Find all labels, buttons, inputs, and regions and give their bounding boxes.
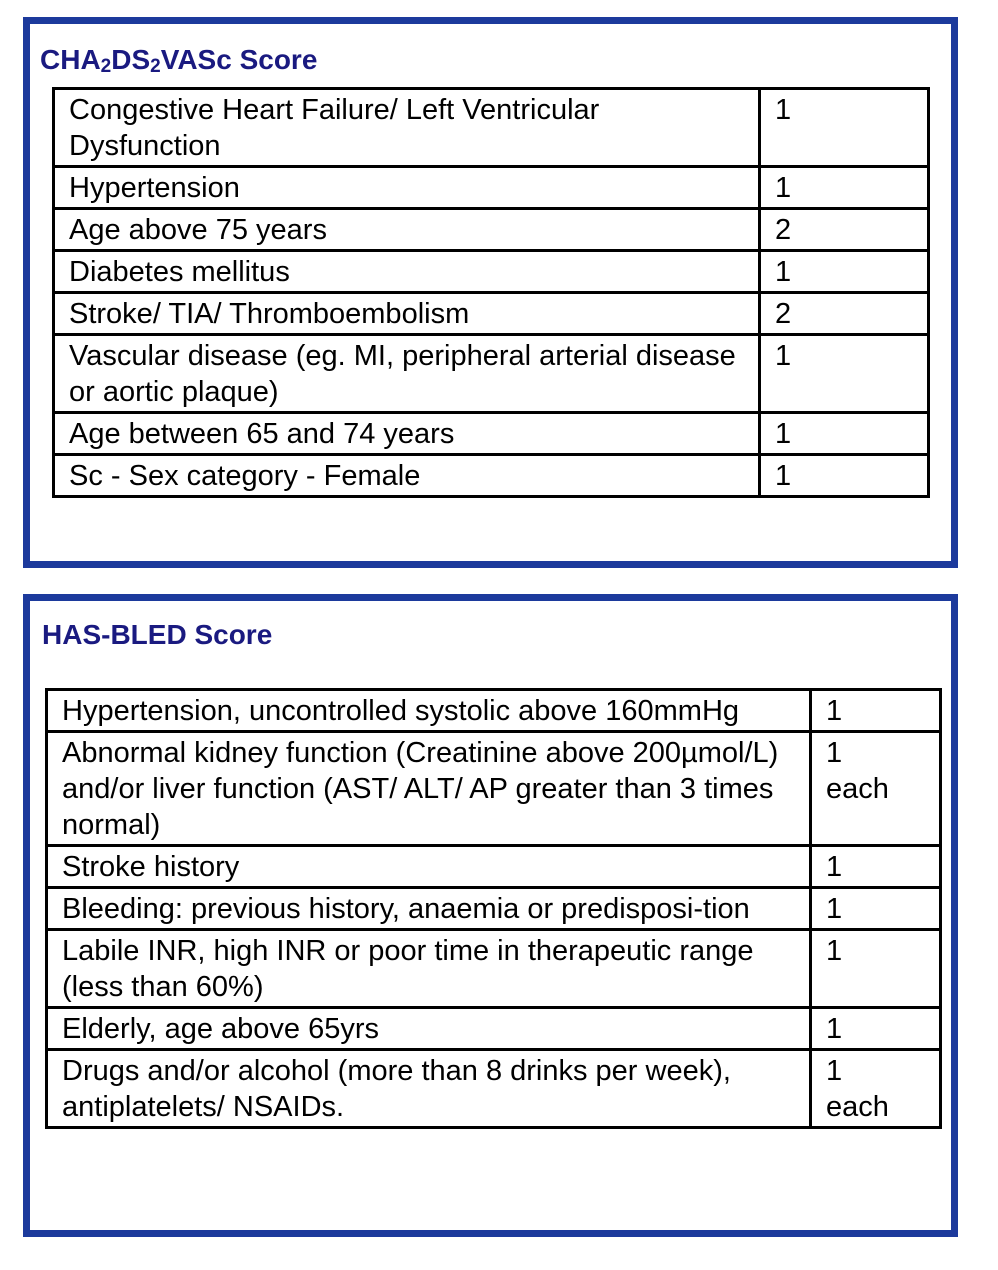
points-cell bbox=[811, 846, 941, 888]
hasbled-title: HAS-BLED Score bbox=[42, 619, 273, 650]
table-row bbox=[54, 167, 929, 209]
criterion-cell: Drugs and/or alcohol (more than 8 drinks per week), antiplatelets/ NSAIDs. bbox=[47, 1050, 811, 1128]
points-cell bbox=[811, 888, 941, 930]
points-value: 1 each bbox=[826, 737, 889, 805]
criterion-cell: Congestive Heart Failure/ Left Ventricular Dysfunction bbox=[54, 89, 760, 167]
criterion-cell: Sc - Sex category - Female bbox=[54, 455, 760, 497]
points-value: 1 each bbox=[826, 1055, 889, 1123]
table-row bbox=[54, 455, 929, 497]
points-cell: 2 bbox=[760, 293, 929, 335]
table-row bbox=[47, 888, 941, 930]
table-row bbox=[47, 1008, 941, 1050]
table-row bbox=[54, 293, 929, 335]
cha2ds2vasc-title: $CHA_2DS_2VASc$ Score bbox=[40, 44, 318, 77]
table-row bbox=[47, 846, 941, 888]
table-row bbox=[54, 335, 929, 413]
table-row bbox=[54, 413, 929, 455]
criterion-cell: Abnormal kidney function (Creatinine above 200µmol/L) and/or liver function (AST/ ALT/ AP greater than 3 times normal) bbox=[47, 732, 811, 846]
cha2ds2vasc-table bbox=[52, 87, 930, 498]
points-cell: 1 bbox=[760, 335, 929, 413]
points-cell: 1 bbox=[760, 89, 929, 167]
table-row bbox=[47, 1050, 941, 1128]
points-value: 1 bbox=[826, 935, 843, 967]
points-value: 1 bbox=[826, 851, 843, 883]
points-cell bbox=[811, 732, 941, 846]
criterion-cell: Elderly, age above 65yrs bbox=[47, 1008, 811, 1050]
criterion-cell: Stroke history bbox=[47, 846, 811, 888]
criterion-cell: Diabetes mellitus bbox=[54, 251, 760, 293]
points-value: 1 bbox=[826, 1013, 843, 1045]
points-cell: 1 bbox=[760, 251, 929, 293]
table-row bbox=[47, 930, 941, 1008]
table-row bbox=[54, 251, 929, 293]
hasbled-panel bbox=[23, 594, 958, 1237]
criterion-cell: Labile INR, high INR or poor time in therapeutic range (less than 60%) bbox=[47, 930, 811, 1008]
criterion-cell: Age between 65 and 74 years bbox=[54, 413, 760, 455]
points-cell bbox=[811, 690, 941, 732]
points-cell bbox=[811, 1050, 941, 1128]
criterion-cell: Bleeding: previous history, anaemia or predisposi-tion bbox=[47, 888, 811, 930]
points-cell: 1 bbox=[760, 413, 929, 455]
criterion-cell: Hypertension, uncontrolled systolic above 160mmHg bbox=[47, 690, 811, 732]
criterion-cell: Stroke/ TIA/ Thromboembolism bbox=[54, 293, 760, 335]
table-row bbox=[54, 209, 929, 251]
points-cell: 1 bbox=[760, 167, 929, 209]
criterion-cell: Hypertension bbox=[54, 167, 760, 209]
points-cell bbox=[811, 1008, 941, 1050]
points-cell bbox=[811, 930, 941, 1008]
criterion-cell: Age above 75 years bbox=[54, 209, 760, 251]
points-cell: 1 bbox=[760, 455, 929, 497]
cha2ds2vasc-panel bbox=[23, 17, 958, 568]
table-row bbox=[47, 732, 941, 846]
points-cell: 2 bbox=[760, 209, 929, 251]
criterion-cell: Vascular disease (eg. MI, peripheral arterial disease or aortic plaque) bbox=[54, 335, 760, 413]
points-value: 1 bbox=[826, 695, 843, 727]
hasbled-table bbox=[45, 688, 942, 1129]
table-row bbox=[47, 690, 941, 732]
table-row bbox=[54, 89, 929, 167]
points-value: 1 bbox=[826, 893, 843, 925]
